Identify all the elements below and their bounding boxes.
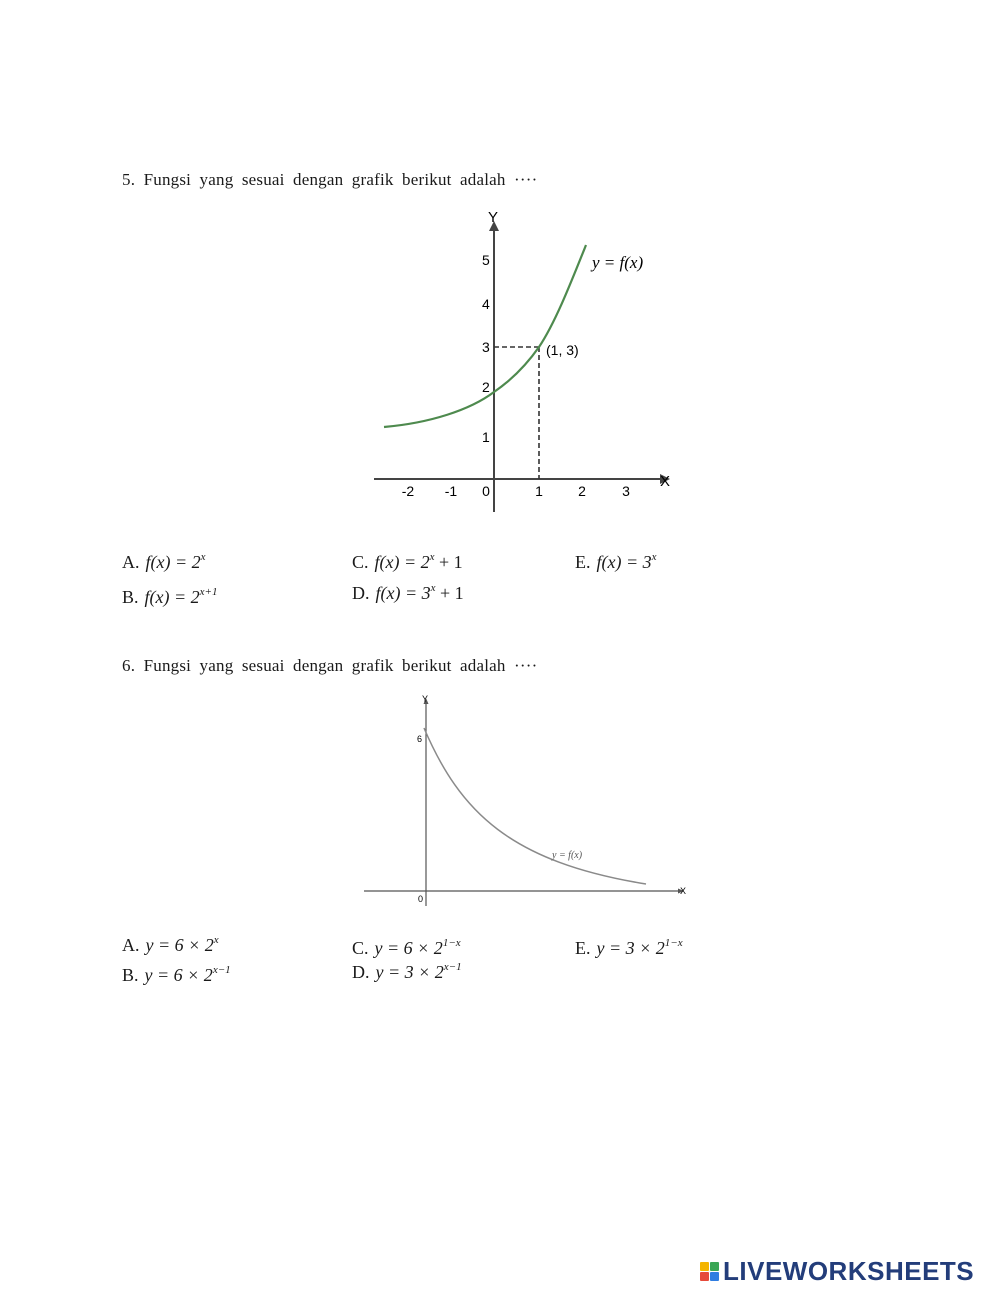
x-axis-label: X bbox=[680, 886, 687, 896]
option-6-a[interactable]: A. $y = 6 \times 2^x$ bbox=[122, 934, 219, 955]
x-tick: 1 bbox=[535, 483, 543, 499]
option-5-e[interactable]: E. $f(x) = 3^x$ bbox=[575, 551, 657, 572]
question-6-graph bbox=[360, 692, 700, 907]
option-5-b[interactable]: B. $f(x) = 2^{x+1}$ bbox=[122, 586, 218, 607]
x-tick: -1 bbox=[444, 483, 458, 499]
x-tick: 0 bbox=[482, 483, 490, 499]
curve-y-f-x bbox=[384, 245, 586, 427]
option-6-e[interactable]: E. $y = 3 \times 2^{1-x}$ bbox=[575, 937, 683, 958]
y-tick: 6 bbox=[417, 734, 423, 744]
logo-text: LIVEWORKSHEETS bbox=[723, 1255, 975, 1286]
y-tick: 3 bbox=[482, 339, 490, 355]
option-6-b[interactable]: B. $y = 6 \times 2^{x-1}$ bbox=[122, 964, 231, 985]
x-tick: 3 bbox=[622, 483, 630, 499]
x-tick: 2 bbox=[578, 483, 586, 499]
option-5-c[interactable]: C. $f(x) = 2^x + 1$ bbox=[352, 551, 463, 572]
question-5-text: 5. Fungsi yang sesuai dengan grafik berikut adalah ···· bbox=[122, 170, 538, 189]
curve-y-f-x bbox=[424, 728, 646, 884]
origin-label: 0 bbox=[418, 894, 424, 904]
y-tick: 2 bbox=[482, 379, 490, 395]
x-axis-label: X bbox=[660, 473, 671, 490]
x-tick: -2 bbox=[401, 483, 415, 499]
y-axis-label: Y bbox=[488, 209, 499, 226]
y-tick: 4 bbox=[482, 296, 490, 312]
option-6-d[interactable]: D. $y = 3 \times 2^{x-1}$ bbox=[352, 961, 462, 982]
question-5-graph bbox=[360, 205, 680, 520]
curve-label: y = f(x) bbox=[592, 253, 644, 272]
option-5-a[interactable]: A. $f(x) = 2^x$ bbox=[122, 551, 206, 572]
y-tick: 5 bbox=[482, 252, 490, 268]
option-5-d[interactable]: D. $f(x) = 3^x + 1$ bbox=[352, 582, 464, 603]
y-tick: 1 bbox=[482, 429, 490, 445]
question-6-text: 6. Fungsi yang sesuai dengan grafik berikut adalah ···· bbox=[122, 656, 538, 675]
option-6-c[interactable]: C. $y = 6 \times 2^{1-x}$ bbox=[352, 937, 461, 958]
liveworksheets-logo bbox=[700, 1255, 974, 1287]
y-axis-label: Y bbox=[422, 694, 429, 704]
point-label: (1, 3) bbox=[546, 342, 579, 358]
logo-blocks-icon bbox=[700, 1262, 719, 1281]
curve-label: y = f(x) bbox=[552, 850, 583, 861]
